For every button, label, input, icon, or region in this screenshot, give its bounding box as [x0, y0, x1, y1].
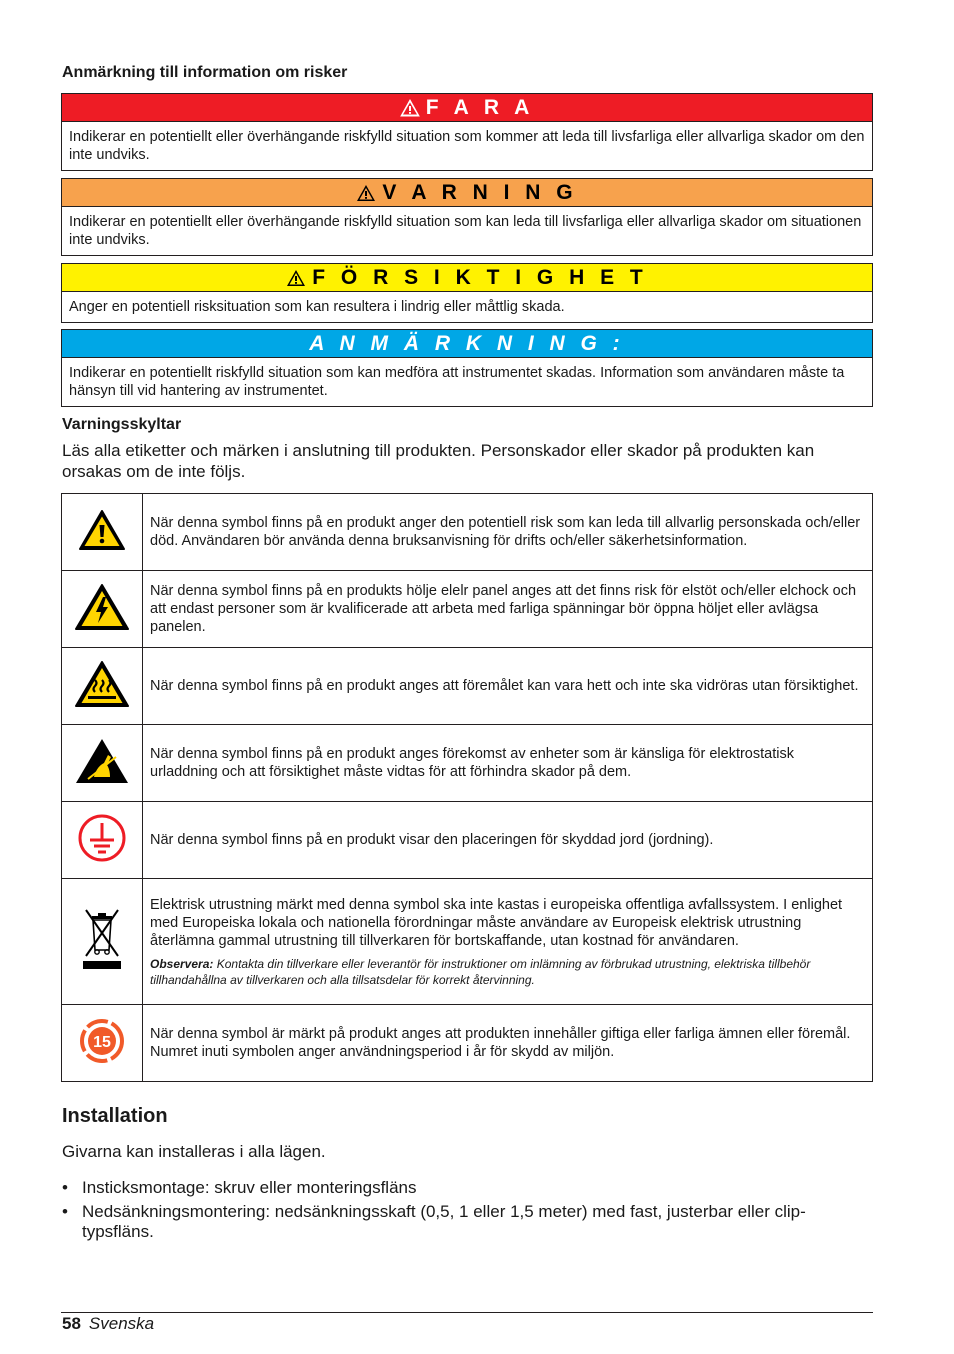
- row-text: När denna symbol finns på en produkt anges förekomst av enheter som är känsliga för elektrostatisk urladdning och att försiktighet måste vidtas för att förhindra skador på dem.: [143, 725, 873, 802]
- row-text: När denna symbol finns på en produkt anges att föremålet kan vara hett och inte ska vidröras utan försiktighet.: [143, 648, 873, 725]
- installation-text: Givarna kan installeras i alla lägen.: [62, 1142, 326, 1161]
- signs-intro: Läs alla etiketter och märken i anslutning till produkten. Personskador eller skador på produkten kan orsakas om de inte följs.: [62, 441, 815, 481]
- hot-surface-icon: [74, 660, 130, 708]
- footer-rule: [61, 1312, 873, 1313]
- icon-cell: [62, 648, 143, 725]
- list-item: • Nedsänkningsmontering: nedsänkningsskaft (0,5, 1 eller 1,5 meter) med fast, justerbar eller clip-typsfläns.: [62, 1202, 874, 1242]
- table-row: [62, 571, 873, 648]
- epup-number: 15: [93, 1033, 111, 1051]
- row-text: När denna symbol finns på en produkts hölje elelr panel anges att det finns risk för elstöt och/eller elchock och att endast personer som är kvalificerade att arbeta med farliga spänningar bör öppna höljet eller avlägsa panelen.: [143, 571, 873, 648]
- note-label: Observera:: [150, 956, 214, 971]
- icon-cell: [62, 494, 143, 571]
- warning-bar: [62, 179, 872, 207]
- caution-bar: [62, 264, 872, 292]
- table-row: [62, 725, 873, 802]
- danger-bar: [62, 94, 872, 122]
- row-note: [150, 956, 865, 988]
- note-text: Kontakta din tillverkare eller leverantör för instruktioner om inlämning av förbrukad utrustning, elektriska tillbehör tillhandahållna av tillverkaren och alla tillsatsdelar för korrekt återvinning.: [150, 956, 811, 987]
- warning-label: V A R N I N G: [382, 180, 578, 204]
- warning-triangle-icon: [286, 269, 306, 287]
- icon-cell: [62, 1005, 143, 1082]
- warning-triangle-icon: [400, 99, 420, 117]
- icon-cell: [62, 802, 143, 879]
- notice-label: A N M Ä R K N I N G :: [309, 331, 625, 355]
- row-text: Elektrisk utrustning märkt med denna symbol ska inte kastas i europeiska offentliga avfallssystem. I enlighet med Europeiska lokala och nationella förordningar måste användare av Europeisk elektrisk utrustning återlämna gammal utrustning till tillverkaren för bortskaffande, utan kostnad för användaren.: [150, 896, 843, 949]
- protective-earth-icon: [77, 813, 127, 863]
- page-footer: [62, 1314, 154, 1334]
- risk-section-heading: Anmärkning till information om risker: [62, 64, 348, 81]
- row-text-cell: [143, 879, 873, 1005]
- danger-box: [61, 93, 873, 171]
- notice-text: Indikerar en potentiellt riskfylld situation som kan medföra att instrumentet skadas. Information som användaren måste ta hänsyn till vid hantering av instrumentet.: [69, 365, 845, 399]
- notice-box: [61, 329, 873, 407]
- icon-cell: [62, 879, 143, 1005]
- row-text: När denna symbol är märkt på produkt anges att produkten innehåller giftiga eller farliga ämnen eller föremål. Numret inuti symbolen anger användningsperiod i år för skydd av miljön.: [143, 1005, 873, 1082]
- caution-text: Anger en potentiell risksituation som kan resultera i lindrig eller måttlig skada.: [69, 299, 565, 315]
- warning-triangle-icon: [356, 184, 376, 202]
- icon-cell: [62, 571, 143, 648]
- caution-box: [61, 263, 873, 323]
- table-row: [62, 802, 873, 879]
- table-row: [62, 494, 873, 571]
- epup-15-icon: [78, 1017, 126, 1065]
- row-text: När denna symbol finns på en produkt anger den potentiell risk som kan leda till allvarlig personskada och/eller död. Användaren bör använda denna bruksanvisning för drifts och/eller säkerhetsinformation.: [143, 494, 873, 571]
- page-number: 58: [62, 1314, 81, 1333]
- icon-cell: [62, 725, 143, 802]
- warning-box: [61, 178, 873, 256]
- table-row: [62, 1005, 873, 1082]
- esd-icon: [74, 737, 130, 785]
- installation-list: [62, 1178, 874, 1246]
- electric-shock-icon: [74, 583, 130, 631]
- danger-label: F A R A: [425, 95, 535, 119]
- signs-heading: Varningsskyltar: [62, 416, 182, 433]
- warning-text: Indikerar en potentiellt eller överhängande riskfylld situation som kan leda till livsfarliga eller allvarliga skador om situationen inte undviks.: [69, 214, 862, 248]
- list-item: • Insticksmontage: skruv eller monteringsfläns: [62, 1178, 874, 1198]
- warning-signs-table: [61, 493, 873, 1082]
- notice-bar: [62, 330, 872, 358]
- footer-language: Svenska: [88, 1314, 155, 1333]
- row-text: När denna symbol finns på en produkt visar den placeringen för skyddad jord (jordning).: [143, 802, 873, 879]
- warning-triangle-icon: [78, 509, 126, 551]
- caution-label: F Ö R S I K T I G H E T: [312, 265, 648, 289]
- installation-heading: Installation: [62, 1105, 168, 1127]
- table-row: [62, 879, 873, 1005]
- table-row: [62, 648, 873, 725]
- weee-bin-icon: [80, 906, 124, 972]
- danger-text: Indikerar en potentiellt eller överhängande riskfylld situation som kommer att leda till livsfarliga eller allvarliga skador om den inte undviks.: [69, 129, 865, 163]
